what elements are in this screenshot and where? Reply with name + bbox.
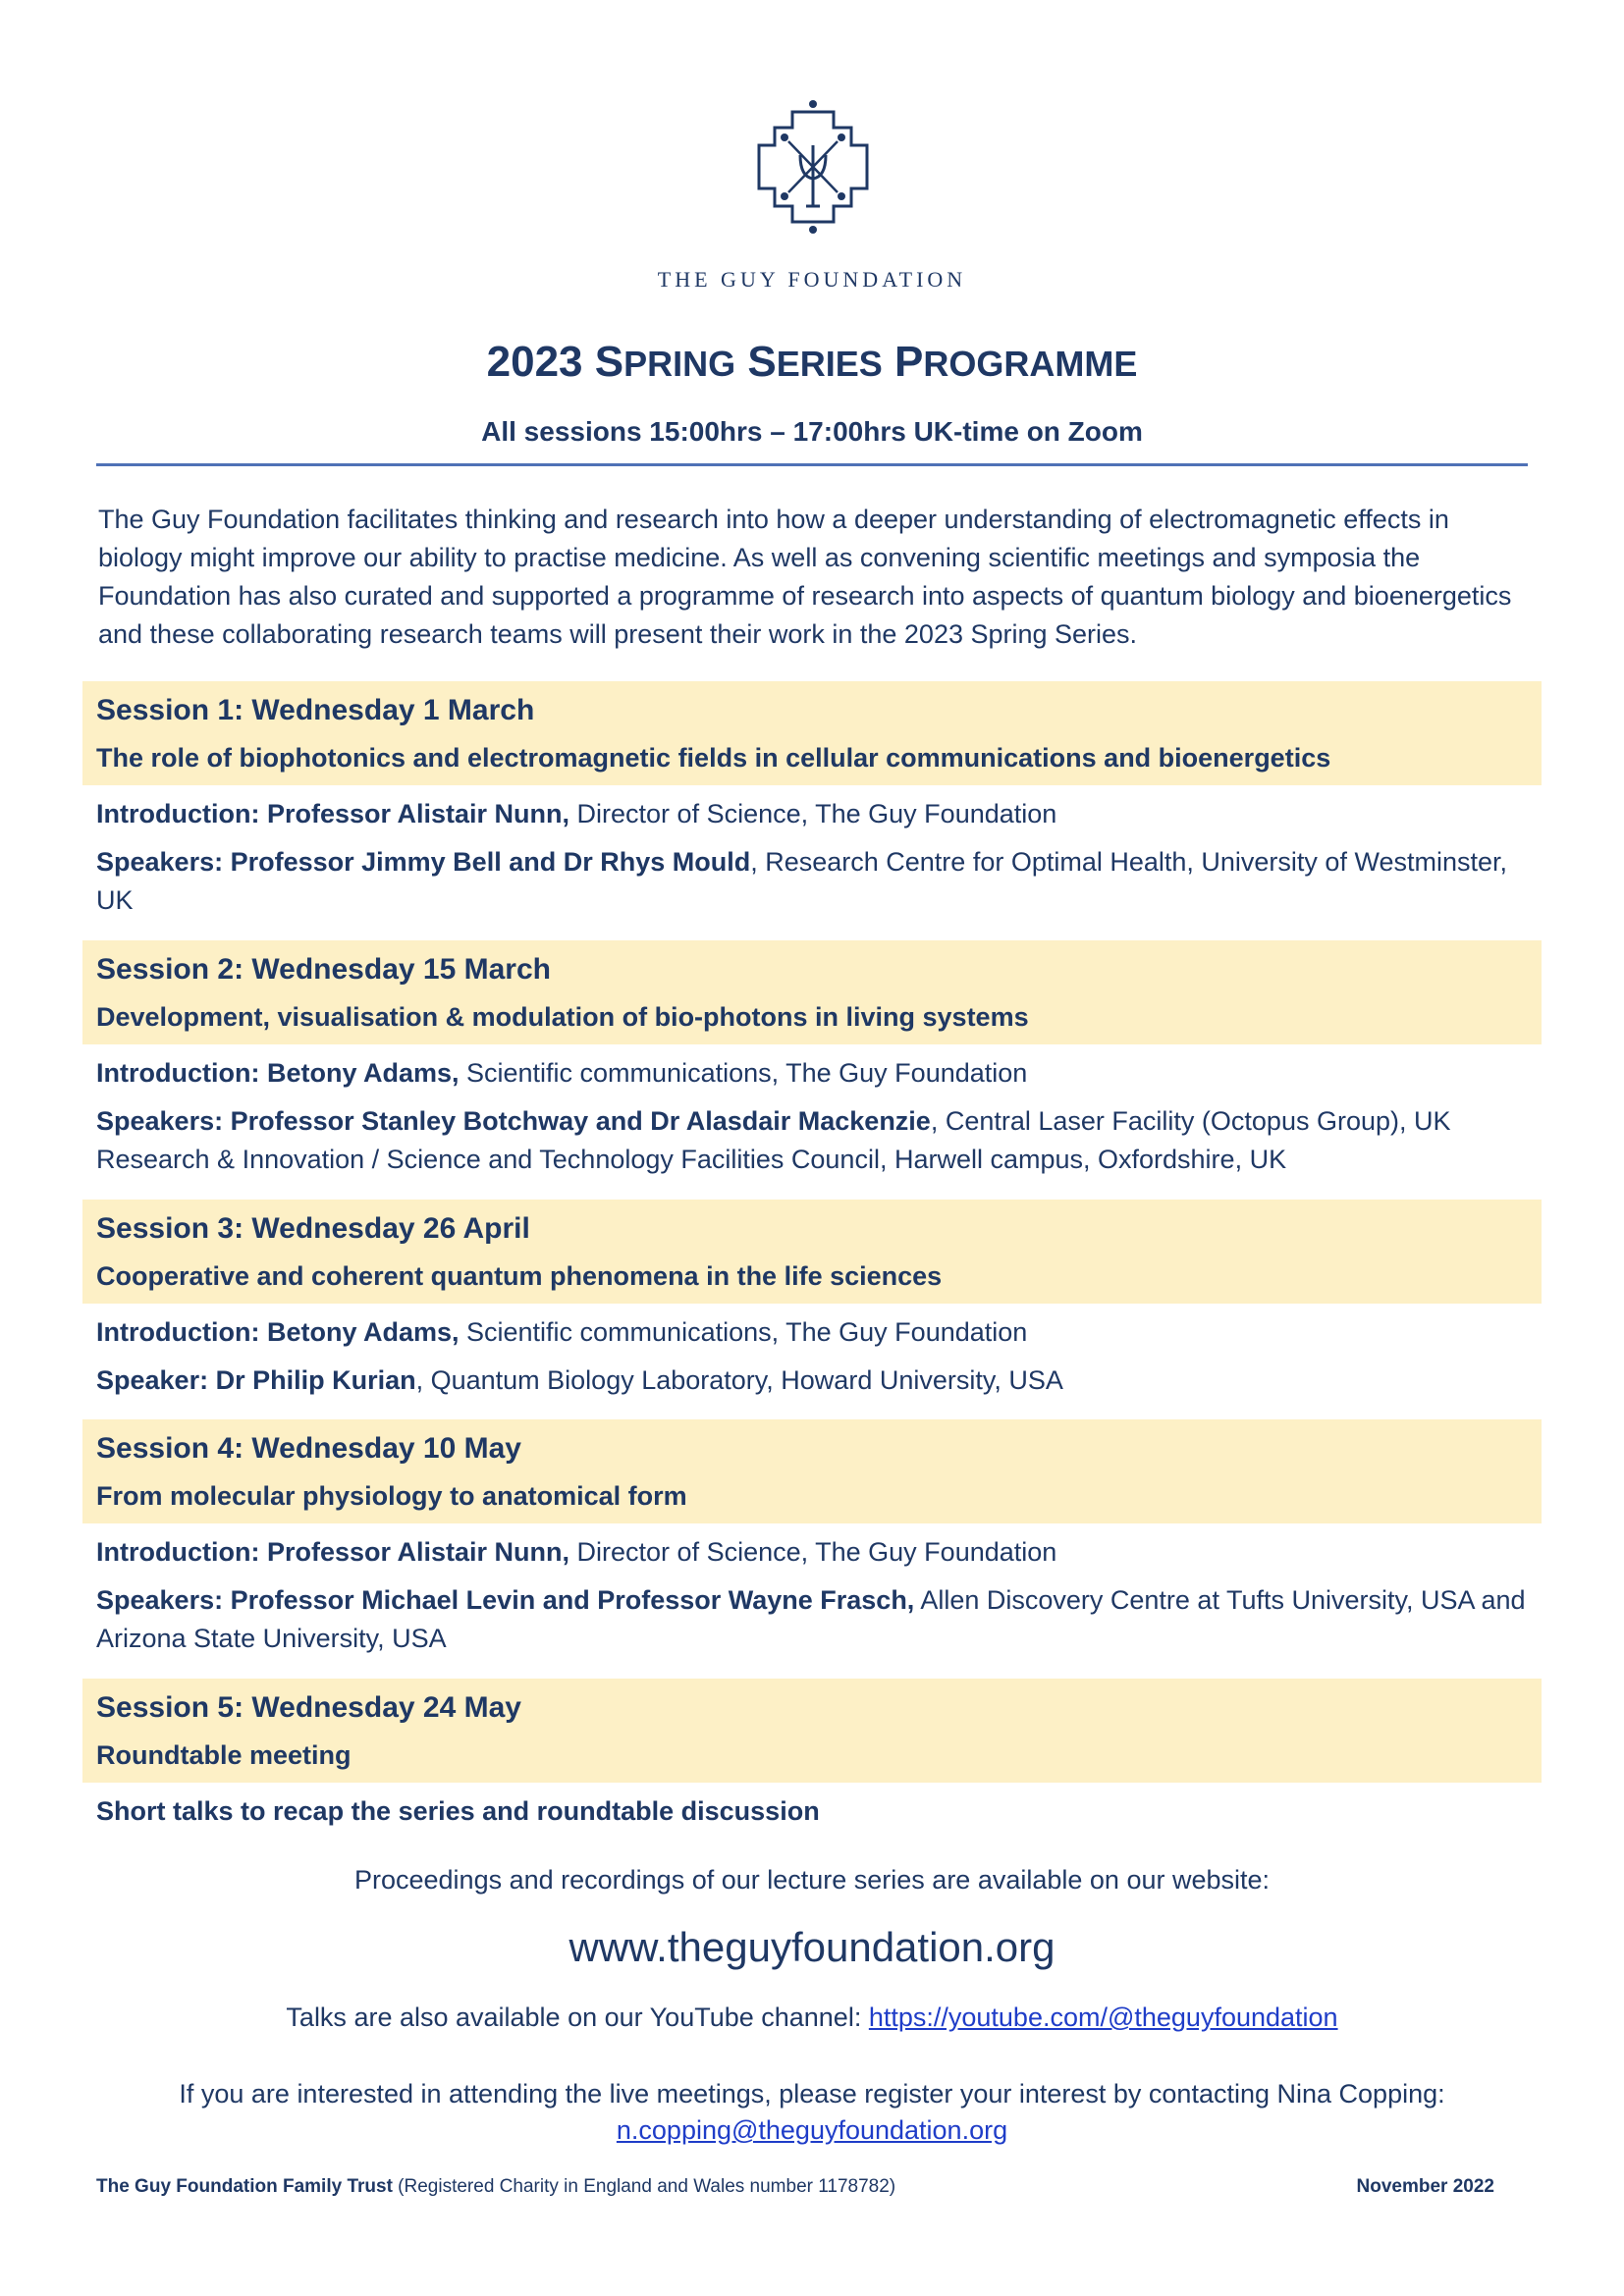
organisation-name: THE GUY FOUNDATION xyxy=(657,267,967,292)
register-interest xyxy=(0,2076,1624,2149)
session-header xyxy=(82,940,1542,1044)
session-speakers: Speaker: Dr Philip Kurian, Quantum Biology Laboratory, Howard University, USA xyxy=(96,1365,1063,1395)
register-text: If you are interested in attending the live meetings, please register your interest by contacting Nina Copping: xyxy=(179,2079,1445,2109)
session-topic: From molecular physiology to anatomical form xyxy=(96,1481,687,1511)
session-topic: Cooperative and coherent quantum phenomena in the life sciences xyxy=(96,1261,943,1291)
session-title: Session 1: Wednesday 1 March xyxy=(96,694,535,726)
session-speakers: Speakers: Professor Michael Levin and Professor Wayne Frasch, Allen Discovery Centre at Tufts University, USA and Arizona State University, USA xyxy=(96,1585,1526,1653)
session-header xyxy=(82,1419,1542,1523)
session-3 xyxy=(82,1200,1542,1400)
session-4 xyxy=(82,1419,1542,1658)
sessions-time-subtitle: All sessions 15:00hrs – 17:00hrs UK-time on Zoom xyxy=(481,416,1143,447)
session-1 xyxy=(82,681,1542,920)
session-title: Session 5: Wednesday 24 May xyxy=(96,1691,521,1724)
footer-charity: The Guy Foundation Family Trust (Registered Charity in England and Wales number 1178782) xyxy=(96,2176,896,2197)
session-speakers: Speakers: Professor Jimmy Bell and Dr Rhys Mould, Research Centre for Optimal Health, University of Westminster, UK xyxy=(96,847,1507,915)
header-divider xyxy=(96,463,1528,466)
title-year: 2023 xyxy=(486,338,583,386)
session-note: Short talks to recap the series and roundtable discussion xyxy=(96,1796,820,1826)
session-introduction: Introduction: Betony Adams, Scientific communications, The Guy Foundation xyxy=(96,1058,1028,1088)
guy-foundation-logo xyxy=(745,98,881,236)
session-topic: The role of biophotonics and electromagnetic fields in cellular communications and bioenergetics xyxy=(96,743,1331,773)
session-2 xyxy=(82,940,1542,1179)
session-speakers: Speakers: Professor Stanley Botchway and Dr Alasdair Mackenzie, Central Laser Facility (Octopus Group), UK Research & Innovation / Science and Technology Facilities Council, Harwell campus, Oxfordshire, UK xyxy=(96,1106,1451,1174)
session-title: Session 2: Wednesday 15 March xyxy=(96,953,551,986)
page-title: 2023 SPRING SERIES PROGRAMME xyxy=(486,338,1138,386)
session-topic: Development, visualisation & modulation of bio-photons in living systems xyxy=(96,1002,1029,1032)
session-header xyxy=(82,681,1542,785)
footer-date: November 2022 xyxy=(1356,2176,1494,2197)
session-topic: Roundtable meeting xyxy=(96,1740,352,1770)
intro-paragraph: The Guy Foundation facilitates thinking and research into how a deeper understanding of electromagnetic effects in biology might improve our ability to practise medicine. As well as convening scientific meetings and symposia the Foundation has also curated and supported a programme of research into aspects of quantum biology and bioenergetics and these collaborating research teams will present their work in the 2023 Spring Series. xyxy=(98,505,1512,649)
session-introduction: Introduction: Betony Adams, Scientific communications, The Guy Foundation xyxy=(96,1317,1028,1347)
session-introduction: Introduction: Professor Alistair Nunn, Director of Science, The Guy Foundation xyxy=(96,799,1057,828)
youtube-channel-link[interactable]: https://youtube.com/@theguyfoundation xyxy=(868,2002,1338,2032)
session-title: Session 4: Wednesday 10 May xyxy=(96,1432,521,1465)
session-introduction: Introduction: Professor Alistair Nunn, Director of Science, The Guy Foundation xyxy=(96,1537,1057,1567)
session-header xyxy=(82,1200,1542,1304)
youtube-line: Talks are also available on our YouTube channel: https://youtube.com/@theguyfoundation xyxy=(286,2002,1338,2032)
session-5 xyxy=(82,1679,1542,1831)
proceedings-note: Proceedings and recordings of our lecture series are available on our website: xyxy=(353,1865,1271,1895)
website-address: www.theguyfoundation.org xyxy=(568,1924,1056,1970)
session-title: Session 3: Wednesday 26 April xyxy=(96,1212,530,1245)
session-header xyxy=(82,1679,1542,1783)
contact-email-link[interactable]: n.copping@theguyfoundation.org xyxy=(616,2115,1008,2145)
